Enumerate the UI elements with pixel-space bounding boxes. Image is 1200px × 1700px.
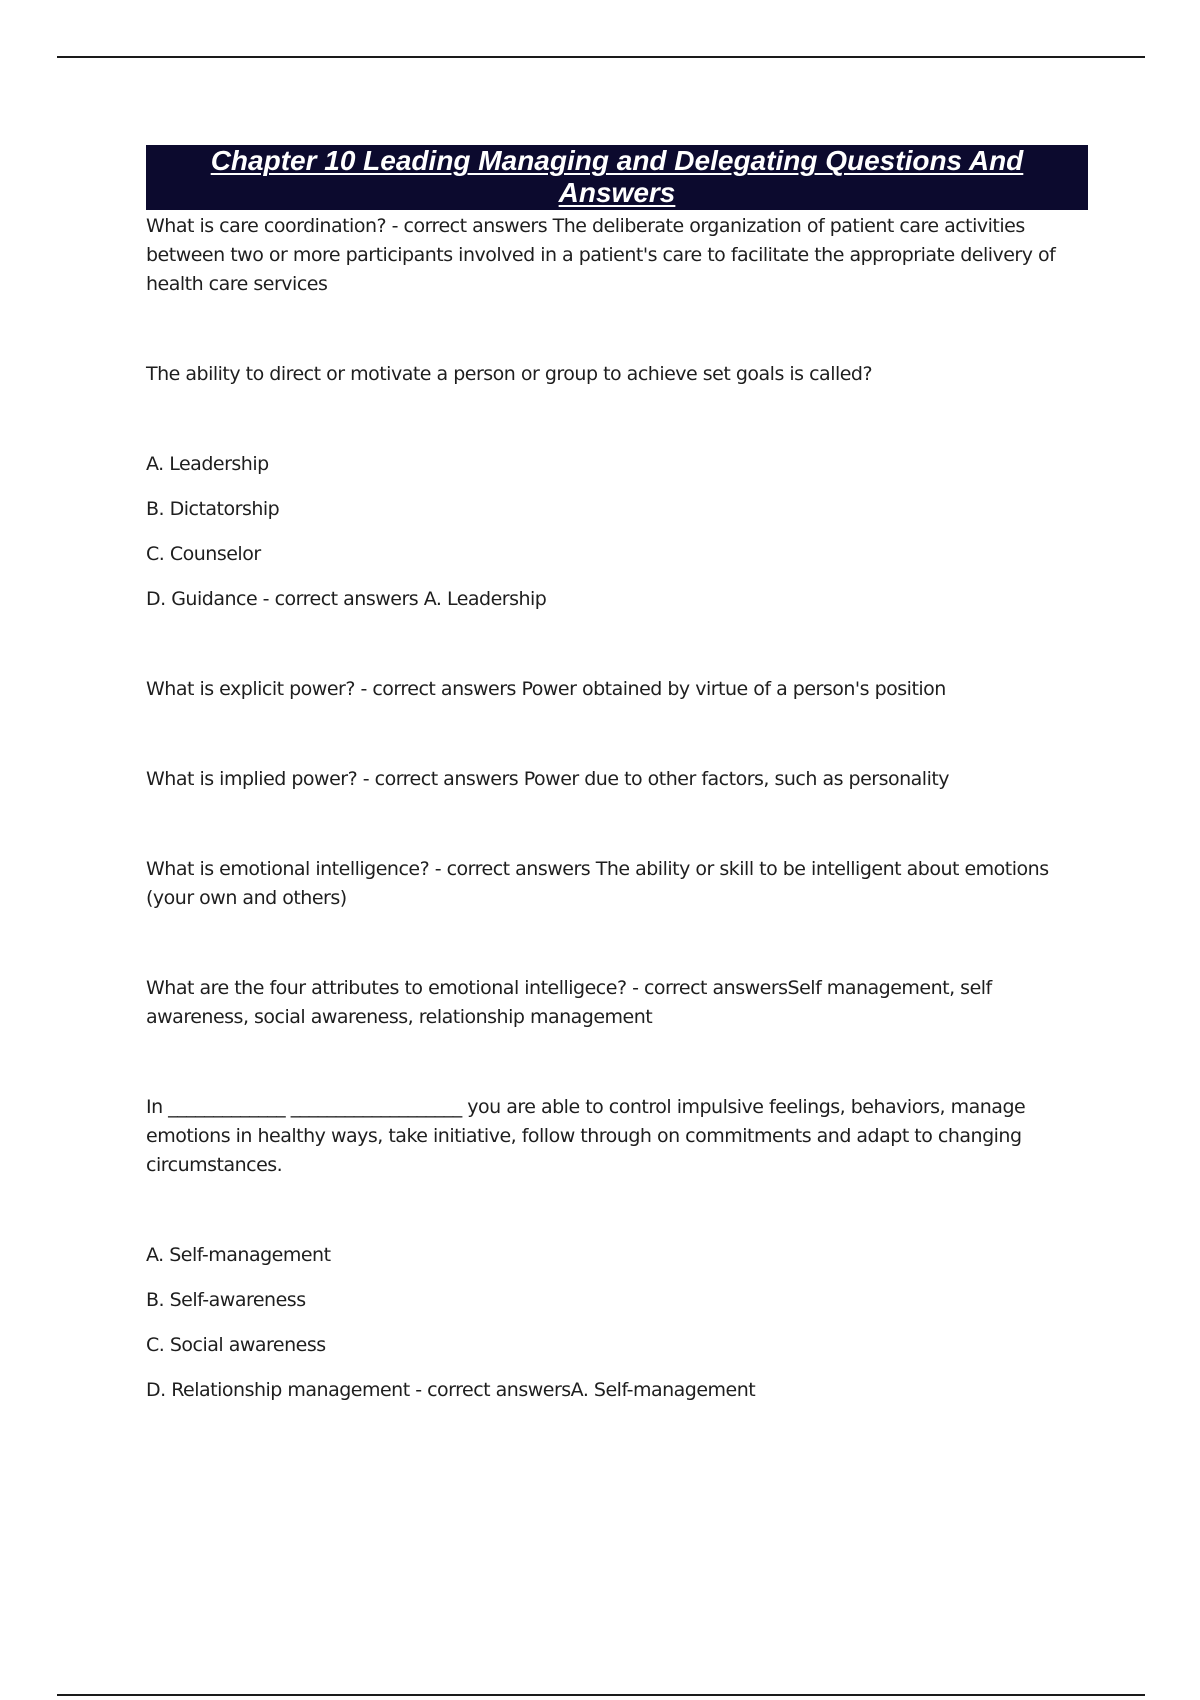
- qa-ei-attributes: What are the four attributes to emotional intelligece? - correct answersSelf management, self awareness, social awareness, relationship management: [146, 977, 998, 1028]
- header-rule: [57, 56, 1145, 58]
- option-item: D. Relationship management - correct answersA. Self-management: [146, 1379, 756, 1401]
- qa-content: [146, 212, 1076, 1405]
- qa-emotional-intelligence: What is emotional intelligence? - correct answers The ability or skill to be intelligent about emotions (your own and others): [146, 858, 1055, 909]
- qa-leadership-stem: The ability to direct or motivate a person or group to achieve set goals is called?: [146, 363, 873, 385]
- option-item: A. Leadership: [146, 453, 269, 475]
- document-title: [146, 145, 1088, 210]
- qa-self-management-stem: In _____________ ___________________ you are able to control impulsive feelings, behaviors, manage emotions in healthy ways, take initiative, follow through on commitments and adapt to changing circumstances.: [146, 1096, 1031, 1176]
- option-item: D. Guidance - correct answers A. Leadership: [146, 588, 547, 610]
- option-item: B. Dictatorship: [146, 498, 280, 520]
- title-line-2: Answers: [558, 177, 676, 208]
- option-item: B. Self-awareness: [146, 1289, 306, 1311]
- option-item: C. Social awareness: [146, 1334, 326, 1356]
- title-line-1: Chapter 10 Leading Managing and Delegating Questions And: [210, 145, 1024, 176]
- qa-explicit-power: What is explicit power? - correct answers Power obtained by virtue of a person's position: [146, 678, 946, 700]
- qa-implied-power: What is implied power? - correct answers Power due to other factors, such as personality: [146, 768, 950, 790]
- option-item: C. Counselor: [146, 543, 261, 565]
- qa-care-coordination: What is care coordination? - correct answers The deliberate organization of patient care activities between two or more participants involved in a patient's care to facilitate the appropriate delivery of health care services: [146, 215, 1061, 295]
- footer-rule: [57, 1694, 1145, 1696]
- option-item: A. Self-management: [146, 1244, 331, 1266]
